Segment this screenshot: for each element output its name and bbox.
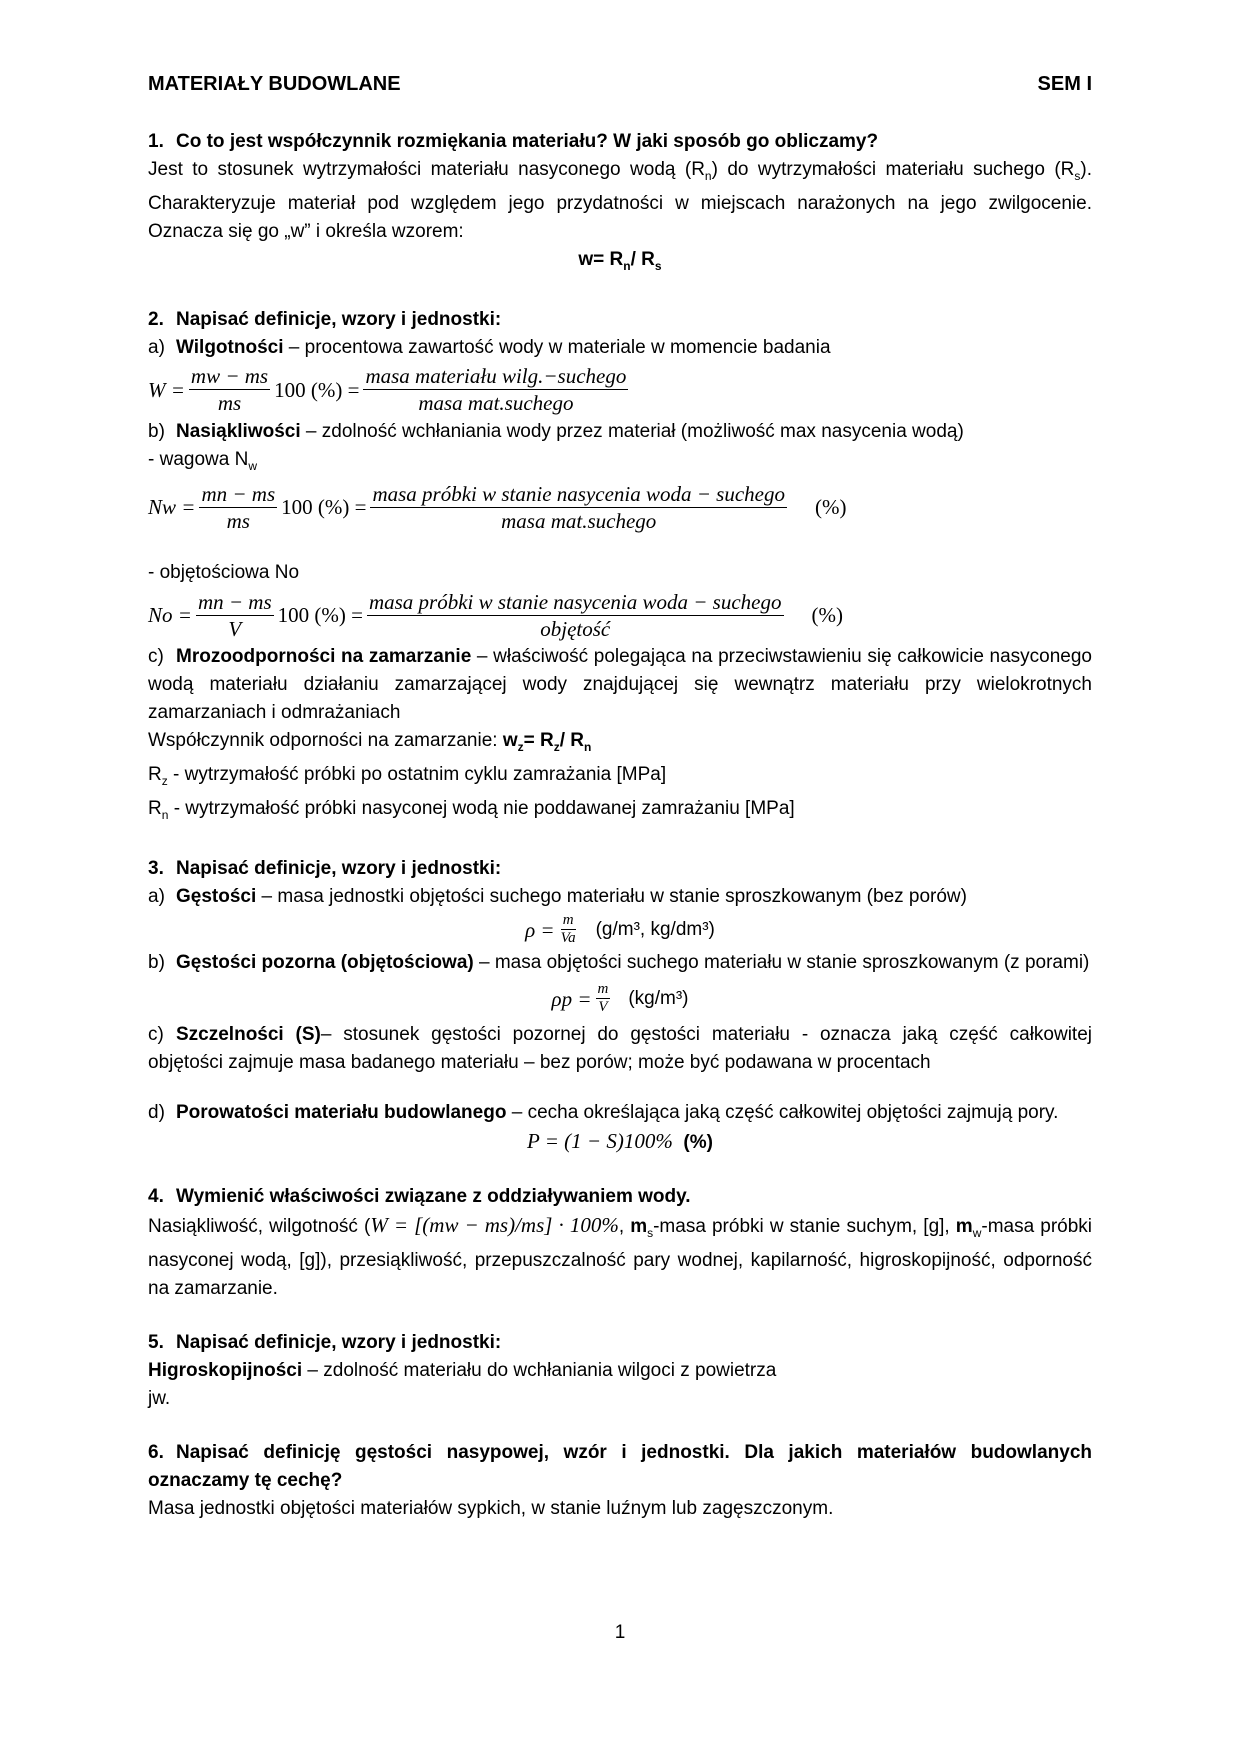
question-6-answer: Masa jednostki objętości materiałów sypkich, w stanie luźnym lub zagęszczonym.: [148, 1497, 834, 1519]
fraction: [363, 363, 628, 416]
fraction: [596, 981, 611, 1016]
fraction: [189, 363, 270, 416]
numerator: m: [597, 981, 609, 998]
weight-absorption-formula: [148, 479, 1092, 535]
subscript: s: [647, 1225, 654, 1240]
jw-note: jw.: [148, 1387, 171, 1409]
formula-part: w= R: [578, 248, 624, 270]
term: Wilgotności: [176, 336, 284, 358]
term: Higroskopijności: [148, 1359, 303, 1381]
numerator: mn − ms: [201, 481, 276, 506]
fraction: [559, 912, 578, 947]
denominator: objętość: [540, 616, 611, 641]
numerator: m: [562, 912, 574, 929]
question-1-title: [148, 128, 1092, 156]
formula-mid: 100 (%) =: [277, 603, 363, 628]
porosity-formula: [148, 1127, 1092, 1157]
term: Porowatości materiału budowlanego: [176, 1101, 507, 1123]
term: Nasiąkliwości: [176, 420, 301, 442]
definition-a: [148, 334, 1092, 362]
page-number: 1: [614, 1622, 626, 1643]
question-number: 3.: [148, 857, 164, 879]
denominator: masa mat.suchego: [501, 508, 657, 533]
moisture-formula: [148, 362, 1092, 418]
volume-absorption-formula: [148, 587, 1092, 643]
item-label: a): [148, 885, 165, 907]
apparent-density-formula: [148, 977, 1092, 1021]
question-3-title: [148, 855, 1092, 883]
text: - wytrzymałość próbki nasyconej wodą nie poddawanej zamrażaniu [MPa]: [168, 797, 795, 819]
formula: W = [(mw − ms)/ms] · 100%: [370, 1212, 619, 1237]
fraction: [370, 481, 787, 534]
numerator: masa materiału wilg.−suchego: [365, 364, 627, 389]
rz-description: $R_z$ - wytrzymałość próbki po ostatnim cyklu zamrażania [MPa]: [148, 764, 667, 788]
denominator: Va: [560, 930, 576, 947]
question-text: Napisać definicje, wzory i jednostki:: [176, 857, 502, 879]
numerator: masa próbki w stanie nasycenia woda − suchego: [372, 481, 785, 506]
text: Nasiąkliwość, wilgotność (: [148, 1215, 371, 1237]
question-2-title: [148, 306, 1092, 334]
text: - wagowa N: [148, 448, 249, 470]
subscript: s: [1074, 168, 1081, 183]
definition: – masa jednostki objętości suchego materiału w stanie sproszkowanym (bez porów): [256, 885, 967, 907]
formula-unit: (g/m³, kg/dm³): [595, 918, 715, 940]
text: ) do wytrzymałości materiału suchego (R: [711, 159, 1075, 180]
density-formula: [148, 911, 1092, 949]
formula-var: ρ =: [525, 917, 555, 942]
question-number: 6.: [148, 1441, 164, 1463]
porosity-definition: [148, 1099, 1092, 1127]
symbol: m: [955, 1215, 973, 1237]
frost-coefficient: [148, 727, 1092, 761]
fraction: [199, 481, 277, 534]
symbol: m: [630, 1215, 648, 1237]
formula-mid: 100 (%) =: [274, 377, 360, 402]
fraction: [196, 589, 274, 642]
numerator: mw − ms: [190, 364, 269, 389]
definition: – cecha określająca jaką część całkowitej objętości zajmują pory.: [506, 1101, 1059, 1123]
formula-part: / R: [559, 730, 585, 752]
numerator: mn − ms: [197, 589, 272, 614]
subscript: n: [161, 807, 169, 822]
formula-unit: (%): [683, 1131, 713, 1153]
question-text: Napisać definicję gęstości nasypowej, wzór i jednostki. Dla jakich materiałów budowlanych oznaczamy tę cechę?: [148, 1441, 1092, 1491]
item-label: b): [148, 420, 165, 442]
question-5-title: [148, 1329, 1092, 1357]
formula-part: = R: [523, 730, 554, 752]
definition: – zdolność materiału do wchłaniania wilgoci z powietrza: [302, 1359, 777, 1381]
formula-mid: 100 (%) =: [281, 495, 367, 520]
header-semester: SEM I: [1037, 73, 1092, 95]
subscript: z: [553, 740, 560, 755]
denominator: V: [228, 616, 242, 641]
formula: P = (1 − S)100%: [527, 1128, 673, 1153]
text: - wytrzymałość próbki po ostatnim cyklu zamrażania [MPa]: [167, 764, 667, 786]
item-label: d): [148, 1101, 165, 1123]
subscript: z: [517, 740, 524, 755]
question-text: Napisać definicje, wzory i jednostki:: [176, 308, 502, 330]
question-number: 4.: [148, 1185, 164, 1207]
question-4-title: [148, 1183, 1092, 1211]
definition: – zdolność wchłaniania wody przez materiał (możliwość max nasycenia wodą): [300, 420, 964, 442]
page-header: [148, 70, 1092, 98]
question-text: Co to jest współczynnik rozmiękania materiału? W jaki sposób go obliczamy?: [176, 131, 879, 152]
item-label: c): [148, 646, 164, 668]
denominator: ms: [226, 508, 250, 533]
fraction: [367, 589, 784, 642]
item-label: c): [148, 1023, 164, 1045]
volume-absorption-label: - objętościowa No: [148, 562, 300, 584]
question-1-formula: [148, 246, 1092, 280]
term: Gęstości pozorna (objętościowa): [176, 951, 474, 973]
rn-description: $R_n$ - wytrzymałość próbki nasyconej wodą nie poddawanej zamrażaniu [MPa]: [148, 797, 795, 822]
formula-var: W =: [148, 377, 185, 402]
formula-unit: (%): [815, 495, 847, 520]
formula-unit: (kg/m³): [628, 987, 689, 1009]
formula-unit: (%): [811, 603, 843, 628]
question-6-title: [148, 1439, 1092, 1495]
text: Współczynnik odporności na zamarzanie:: [148, 730, 503, 752]
subscript: w: [248, 458, 257, 473]
apparent-density-definition: [148, 949, 1092, 977]
term: Szczelności (S): [176, 1023, 321, 1045]
text: ). Charakteryzuje materiał pod względem jego przydatności w miejscach narażonych na jego zwilgocenie. Oznacza się go „w” i określa wzorem:: [148, 159, 1092, 242]
definition: – procentowa zawartość wody w materiale w momencie badania: [283, 336, 831, 358]
denominator: V: [598, 999, 608, 1016]
hygroscopicity-definition: [148, 1357, 1092, 1385]
question-number: 5.: [148, 1331, 164, 1353]
tightness-definition: [148, 1021, 1092, 1077]
question-text: Napisać definicje, wzory i jednostki:: [176, 1331, 502, 1353]
denominator: ms: [217, 391, 242, 416]
question-number: 2.: [148, 308, 164, 330]
question-4-answer: [148, 1211, 1092, 1303]
formula-var: No =: [148, 603, 192, 628]
item-label: a): [148, 336, 165, 358]
subscript: n: [623, 258, 631, 273]
formula-part: w: [502, 730, 518, 752]
formula-var: ρp =: [551, 986, 592, 1011]
definition: – właściwość polegająca na przeciwstawieniu się całkowicie nasyconego wodą materiału działaniu zamarzającej wody znajdującej się wewnątrz materiału przy wielokrotnych zamarzaniach i odmrażaniach: [148, 646, 1092, 724]
question-number: 1.: [148, 131, 164, 152]
weight-absorption-label: [148, 446, 1092, 480]
text: ,: [618, 1215, 631, 1237]
density-definition: [148, 883, 1092, 911]
subscript: n: [704, 168, 712, 183]
numerator: masa próbki w stanie nasycenia woda − suchego: [368, 589, 782, 614]
question-text: Wymienić właściwości związane z oddziaływaniem wody.: [176, 1185, 691, 1207]
item-label: b): [148, 951, 165, 973]
header-title: MATERIAŁY BUDOWLANE: [148, 73, 401, 95]
text: -masa próbki w stanie suchym, [g],: [653, 1215, 956, 1237]
formula-var: Nw =: [148, 495, 196, 520]
definition-c: [148, 643, 1092, 727]
document-page: [148, 70, 1092, 1523]
question-1-answer: [148, 156, 1092, 246]
definition: – masa objętości suchego materiału w stanie sproszkowanym (z porami): [473, 951, 1090, 973]
subscript: n: [584, 740, 592, 755]
subscript: s: [654, 258, 662, 273]
subscript: w: [972, 1225, 982, 1240]
text: -masa próbki nasyconej wodą, [g]), przesiąkliwość, przepuszczalność pary wodnej, kapilarność, higroskopijność, odporność na zamarzanie.: [148, 1215, 1093, 1299]
text: Jest to stosunek wytrzymałości materiału nasyconego wodą (R: [148, 159, 705, 180]
subscript: z: [161, 773, 168, 788]
formula-part: / R: [630, 248, 655, 270]
term: Mrozoodporności na zamarzanie: [176, 646, 472, 668]
denominator: masa mat.suchego: [418, 391, 574, 416]
definition-b: [148, 418, 1092, 446]
definition: – stosunek gęstości pozornej do gęstości materiału - oznacza jaką część całkowitej objętości zajmuje masa badanego materiału – bez porów; może być podawana w procentach: [148, 1023, 1092, 1073]
term: Gęstości: [176, 885, 257, 907]
